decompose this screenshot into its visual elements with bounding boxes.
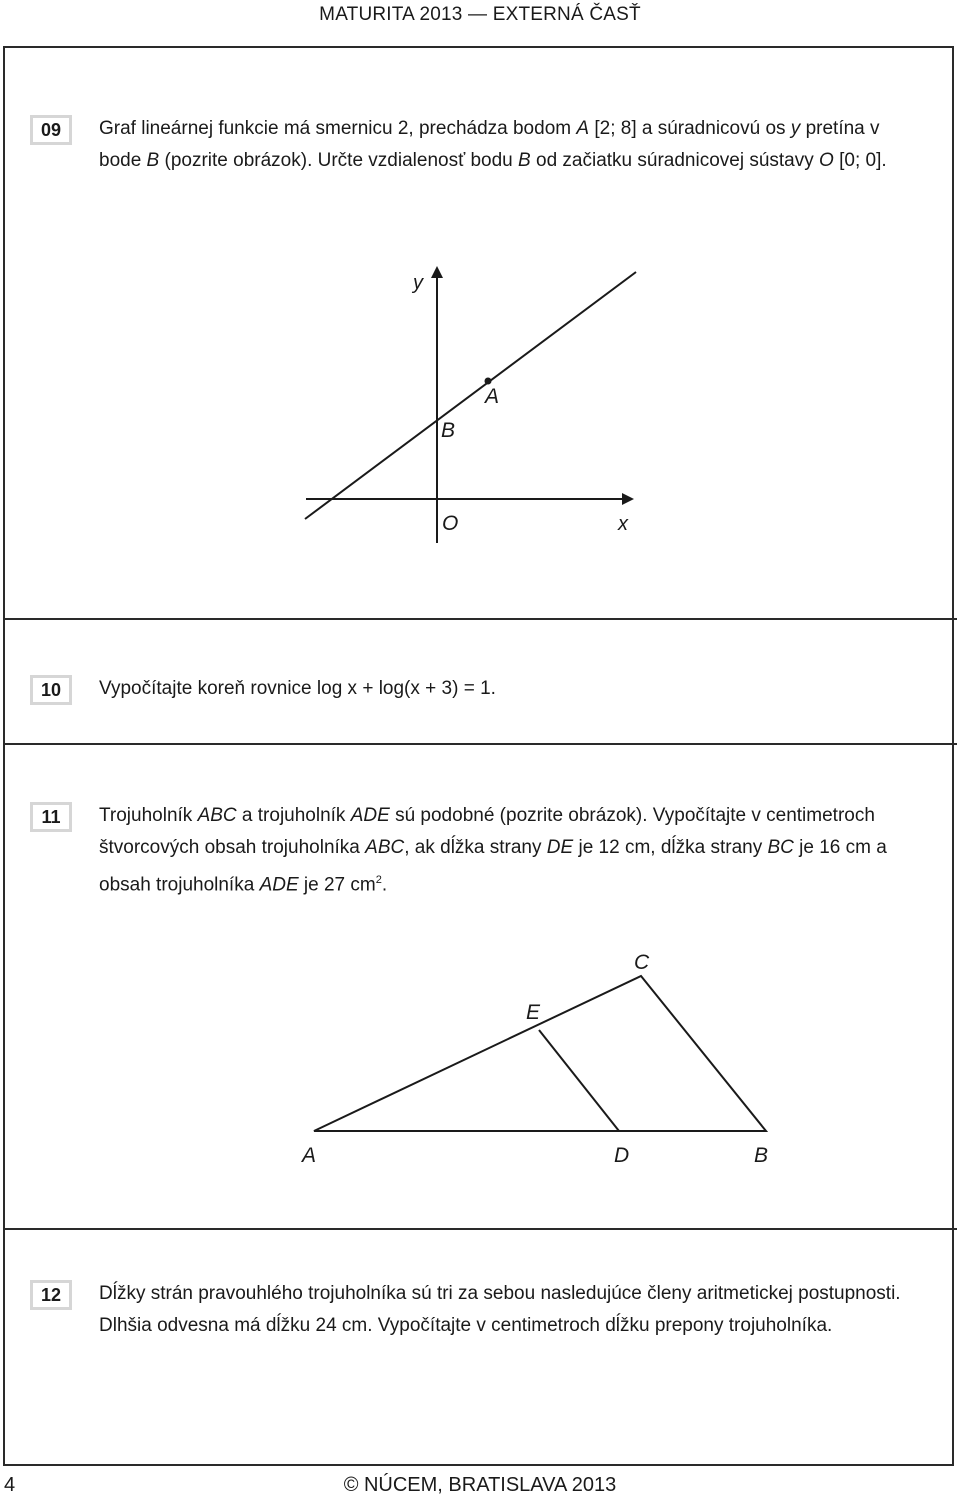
point-a-label: A <box>485 385 500 408</box>
vertex-e-label: E <box>526 1001 541 1024</box>
page-header: MATURITA 2013 — EXTERNÁ ČASŤ <box>319 4 641 25</box>
text-run: Dĺžky strán pravouhlého trojuholníka sú tri za sebou nasledujúce členy aritmetickej postupnosti. Dlhšia odvesna má dĺžku <box>99 1283 901 1336</box>
triangle-label: ABC <box>197 805 237 826</box>
axis-label: y <box>790 118 801 139</box>
side-label: BC <box>767 837 794 858</box>
triangle-label: ADE <box>350 805 390 826</box>
text-run: . <box>490 678 496 699</box>
vertex-c-label: C <box>634 951 650 974</box>
text-run: od začiatku súradnicovej sústavy <box>530 150 820 171</box>
text-run: , prechádza bodom <box>408 118 577 139</box>
text-run: pretína v bode <box>99 118 880 171</box>
question-12-text <box>99 1278 919 1342</box>
point-coordinates: [0; 0] <box>839 150 882 171</box>
question-number-label: 10 <box>33 678 69 702</box>
segment-de <box>539 1030 619 1131</box>
vertex-a-label: A <box>302 1144 317 1167</box>
page-number: 4 <box>4 1474 16 1496</box>
page-footer: © NÚCEM, BRATISLAVA 2013 <box>343 1474 617 1496</box>
text-run: a súradnicovú os <box>636 118 791 139</box>
triangle-label: ABC <box>365 837 405 858</box>
y-axis-label: y <box>413 272 423 294</box>
text-run: je 27 cm <box>298 874 376 896</box>
triangle-label: ADE <box>259 874 299 896</box>
text-run: (pozrite obrázok). Určte vzdialenosť bodu <box>159 150 519 171</box>
vertex-d-label: D <box>614 1144 630 1167</box>
question-number-label: 12 <box>33 1283 69 1307</box>
text-run: je 12 cm, dĺžka strany <box>573 837 768 858</box>
point-coordinates: [2; 8] <box>594 118 637 139</box>
point-label: B <box>146 150 160 171</box>
question-number-12 <box>30 1280 72 1310</box>
text-run: a trojuholník <box>236 805 351 826</box>
equation: log x + log(x + 3) = 1 <box>316 678 491 699</box>
text-run: Graf lineárnej funkcie má smernicu <box>99 118 398 139</box>
vertex-b-label: B <box>754 1144 769 1167</box>
origin-label: O <box>442 512 459 535</box>
question-number-label: 09 <box>33 118 69 142</box>
text-run: sú podobné (pozrite obrázok). Vypočítajte v centimetroch štvorcových obsah trojuholníka <box>99 805 875 858</box>
question-number-label: 11 <box>33 805 69 829</box>
point-b-label: B <box>441 419 456 442</box>
superscript: 2 <box>375 874 382 886</box>
text-run: 2 <box>397 118 409 139</box>
point-label: A <box>576 118 590 139</box>
x-axis-label: x <box>618 513 628 535</box>
text-run: Trojuholník <box>99 805 198 826</box>
point-label: B <box>518 150 531 171</box>
text-run: . <box>881 150 887 171</box>
point-label: O <box>819 150 834 171</box>
side-label: DE <box>546 837 574 858</box>
text-run: je 16 cm a obsah trojuholníka <box>99 837 887 896</box>
text-run: . <box>381 874 388 896</box>
text-run: . Vypočítajte v centimetroch dĺžku prepony trojuholníka. <box>367 1315 833 1336</box>
text-run: Vypočítajte koreň rovnice <box>99 678 317 699</box>
text-run: , ak dĺžka strany <box>404 837 547 858</box>
triangle-abc <box>314 976 766 1131</box>
length-value: 24 cm <box>315 1315 368 1336</box>
